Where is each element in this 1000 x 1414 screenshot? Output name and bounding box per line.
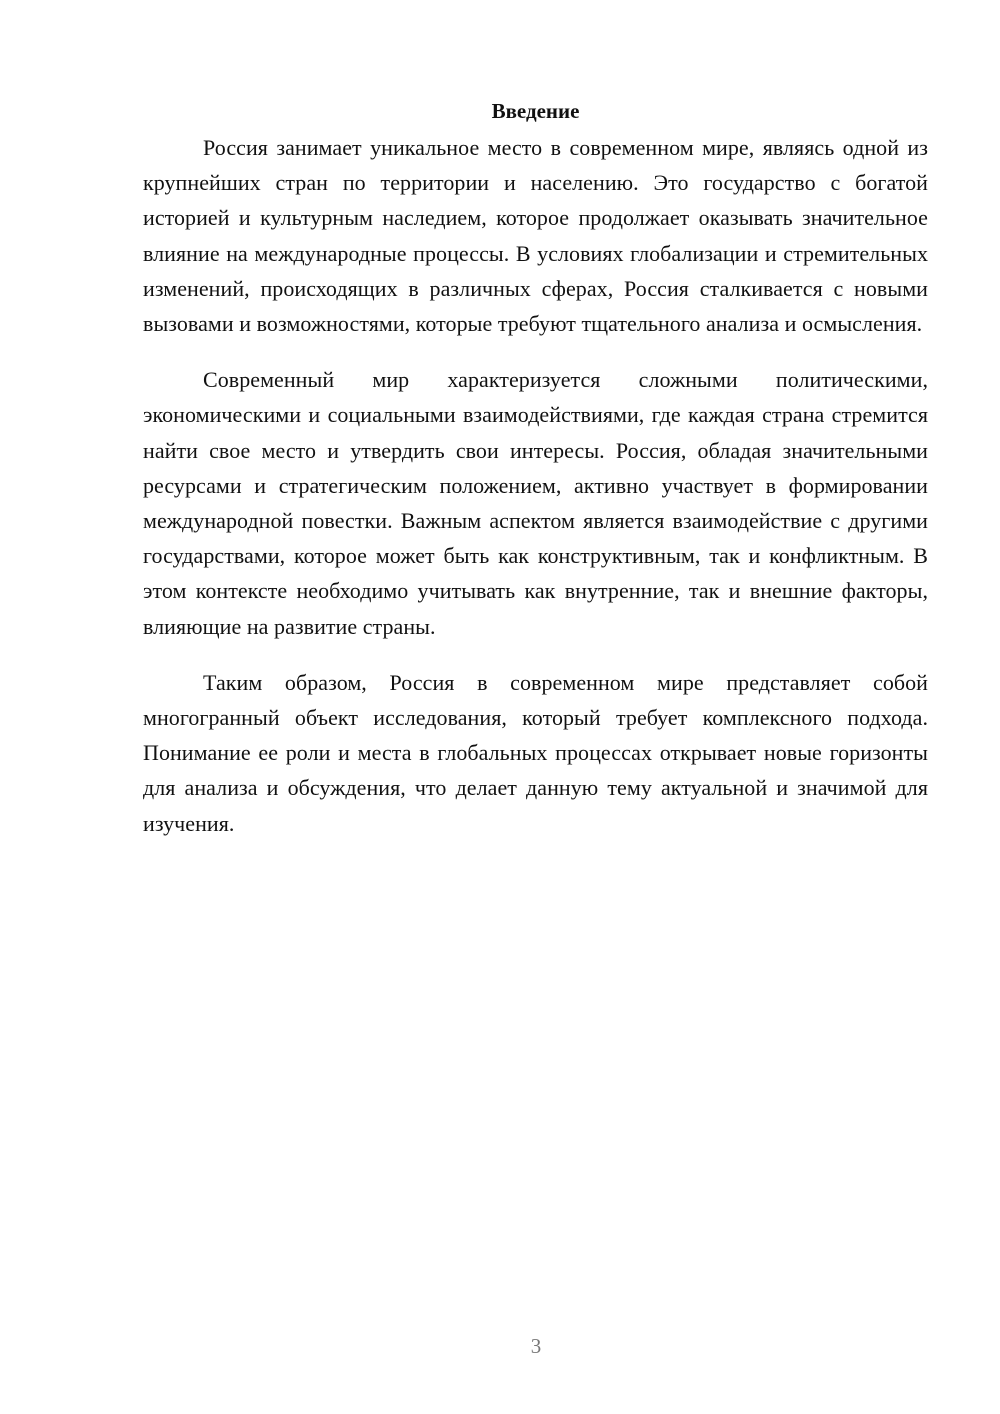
page-number: 3: [530, 1334, 542, 1358]
page-content: [143, 96, 928, 841]
paragraph-1: Россия занимает уникальное место в современном мире, являясь одной из крупнейших стран по территории и населению. Это государство с богатой историей и культурным наследием, которое продолжает оказывать значительное влияние на международные процессы. В условиях глобализации и стремительных изменений, происходящих в различных сферах, Россия сталкивается с новыми вызовами и возможностями, которые требуют тщательного анализа и осмысления.: [143, 135, 928, 337]
section-heading: Введение: [491, 99, 580, 123]
paragraph-2: Современный мир характеризуется сложными политическими, экономическими и социальными взаимодействиями, где каждая страна стремится найти свое место и утвердить свои интересы. Россия, обладая значительными ресурсами и стратегическим положением, активно участвует в формировании международной повестки. Важным аспектом является взаимодействие с другими государствами, которое может быть как конструктивным, так и конфликтным. В этом контексте необходимо учитывать как внутренние, так и внешние факторы, влияющие на развитие страны.: [143, 367, 928, 639]
paragraph-3: Таким образом, Россия в современном мире представляет собой многогранный объект исследования, который требует комплексного подхода. Понимание ее роли и места в глобальных процессах открывает новые горизонты для анализа и обсуждения, что делает данную тему актуальной и значимой для изучения.: [143, 669, 928, 836]
